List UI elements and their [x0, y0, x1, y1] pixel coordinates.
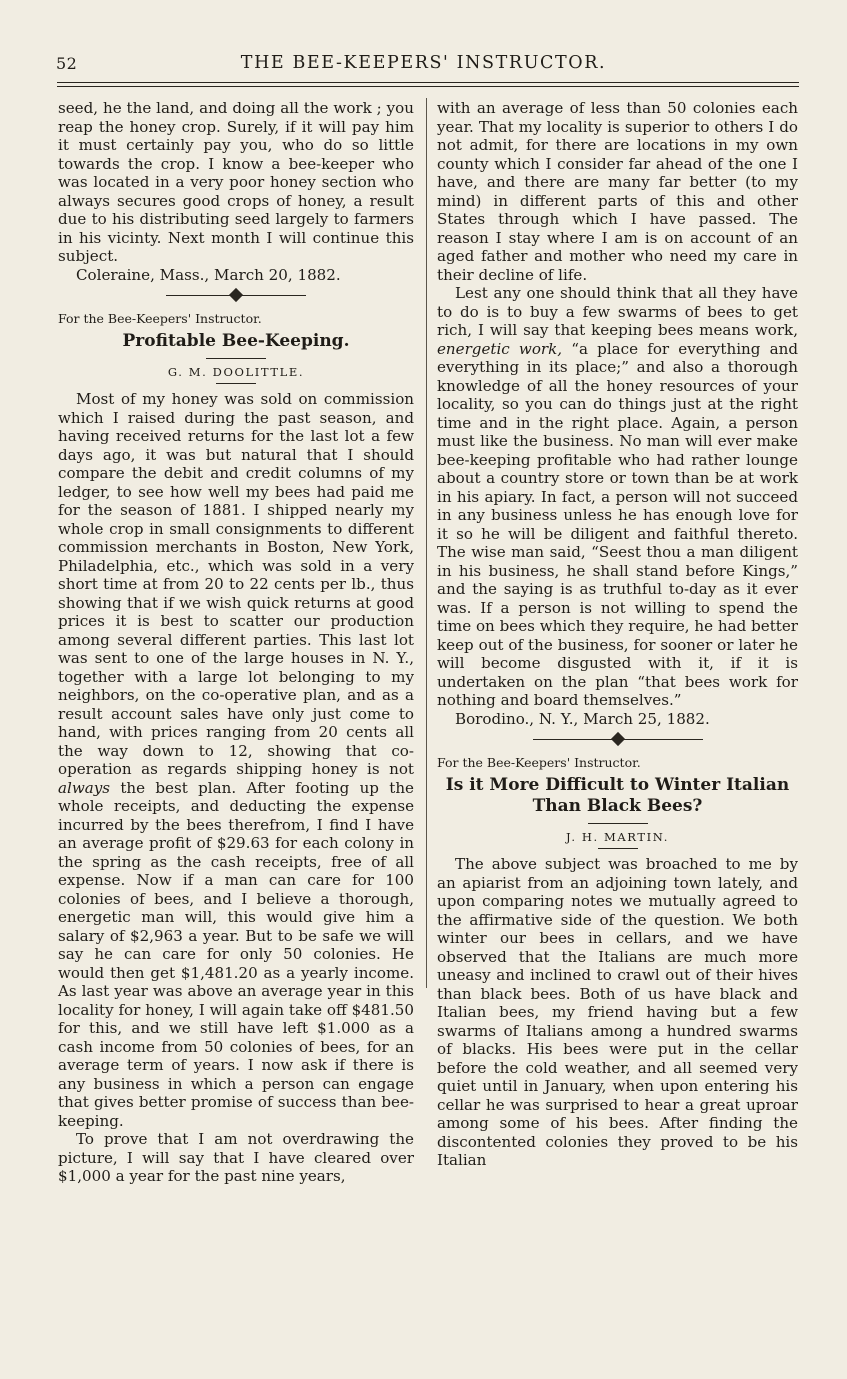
- continued-paragraph-2-text: Lest any one should think that all they have to do is to buy a few swarms of bees to get rich, I will say that keeping bees means work,: [437, 284, 798, 339]
- continued-paragraph-2: [437, 284, 798, 710]
- ornament-divider-2: [533, 732, 703, 746]
- continued-paragraph: with an average of less than 50 colonies each year. That my locality is superior to others I do not admit, for there are locations in my own county which I consider far ahead of the one I have, and there are many far better (to my mind) in different parts of this and other States through which I have passed. The reason I stay where I am is on account of an aged father and mother who need my care in their decline of life.: [437, 99, 798, 284]
- continued-paragraph-2-italic: energetic work,: [437, 339, 563, 358]
- article-signature: Borodino., N. Y., March 25, 1882.: [455, 709, 710, 728]
- article-title-2: Is it More Difficult to Winter Italian Than Black Bees?: [445, 775, 790, 816]
- article-paragraph-text-rest: the best plan. After footing up the whole receipts, and deducting the expense incurred by the bees therefrom, I find I have an average profit of $29.63 for each colony in the spring as the cash receipts, free of all expense. Now if a man can care for 100 colonies of bees, and I believe a thorough, energetic man will, this would give him a salary of $2,963 a year. But to be safe we will say he can care for only 50 colonies. He would then get $1,481.20 as a yearly income. As last year was above an average year in this locality for honey, I will again take off $481.50 for this, and we still have left $1.000 as a cash income from 50 colonies of bees, for an average term of years. I now ask if there is any business in which a person can engage that gives better promise of success than bee-keeping.: [58, 778, 414, 1130]
- left-column: [58, 99, 414, 1186]
- title-rule: [206, 358, 266, 359]
- article-paragraph-italic: always: [58, 778, 111, 797]
- article-source-line: For the Bee-Keepers' Instructor.: [58, 311, 262, 326]
- article-author-2: J. H. MARTIN.: [566, 830, 669, 844]
- article-paragraph-3: The above subject was broached to me by an apiarist from an adjoining town lately, and upon comparing notes we mutually agreed to the affirmative side of the question. We both winter our bees in cellars, and we have observed that the Italians are much more uneasy and inclined to crawl out of their hives than black bees. Both of us have black and Italian bees, my friend having but a few swarms of Italians among a hundred swarms of blacks. His bees were put in the cellar before the cold weather, and all seemed very quiet until in January, when upon entering his cellar he was surprised to hear a great uproar among some of his bees. After finding the discontented colonies they proved to be his Italian: [437, 855, 798, 1169]
- article-paragraph-text: Most of my honey was sold on commission which I raised during the past season, and having received returns for the last lot a few days ago, it was but natural that I should compare the debit and credit columns of my ledger, to see how well my bees had paid me for the season of 1881. I shipped nearly my whole crop in small consignments to different commission merchants in Boston, New York, Philadelphia, etc., which was sold in a very short time at from 20 to 22 cents per lb., thus showing that if we wish quick returns at good prices it is best to scatter our production among several different parties. This last lot was sent to one of the large houses in N. Y., together with a large lot belonging to my neighbors, on the co-operative plan, and as a result account sales have only just come to hand, with prices ranging from 20 cents all the way down to 12, showing that co-operation as regards shipping honey is not: [58, 390, 414, 778]
- article-paragraph-2: To prove that I am not overdrawing the picture, I will say that I have cleared over $1,000 a year for the past nine years,: [58, 1130, 414, 1185]
- header-rule-bottom: [57, 86, 799, 87]
- article-title: Profitable Bee-Keeping.: [122, 331, 350, 351]
- running-title: THE BEE-KEEPERS' INSTRUCTOR.: [240, 53, 607, 73]
- article-author: G. M. DOOLITTLE.: [167, 365, 305, 379]
- article-source-line-2: For the Bee-Keepers' Instructor.: [437, 755, 641, 770]
- column-divider: [426, 98, 427, 988]
- continued-paragraph-2-text-rest: “a place for everything and everything in its place;” and also a thorough knowledge of all the honey resources of your locality, so you can do things just at the right time and in the right place. Again, a person must like the business. No man will ever make bee-keeping profitable who had rather lounge about a country store or town than be at work in his apiary. In fact, a person will not succeed in any business unless he has enough love for it so he will be diligent and faithful thereto. The wise man said, “Seest thou a man diligent in his business, he shall stand before Kings,” and the saying is as truthful to-day as it ever was. If a person is not willing to spend the time on bees which they require, he had better keep out of the business, for sooner or later he will become disgusted with it, if it is undertaken on the plan “that bees work for nothing and board themselves.”: [437, 339, 798, 709]
- author-rule-2: [598, 848, 638, 849]
- header-rule-top: [57, 82, 799, 83]
- author-rule: [216, 383, 256, 384]
- continuation-paragraph: seed, he the land, and doing all the work ; you reap the honey crop. Surely, if it will pay him it must certainly pay you, who do so little towards the crop. I know a bee-keeper who was located in a very poor honey section who always secures good crops of honey, a result due to his distributing seed largely to farmers in his vicinty. Next month I will continue this subject.: [58, 99, 414, 265]
- title-rule-2: [588, 823, 648, 824]
- ornament-divider: [166, 288, 306, 302]
- right-column: [437, 99, 798, 1170]
- continuation-signature: Coleraine, Mass., March 20, 1882.: [76, 265, 341, 284]
- page-number: 52: [56, 54, 78, 73]
- article-paragraph: [58, 390, 414, 1130]
